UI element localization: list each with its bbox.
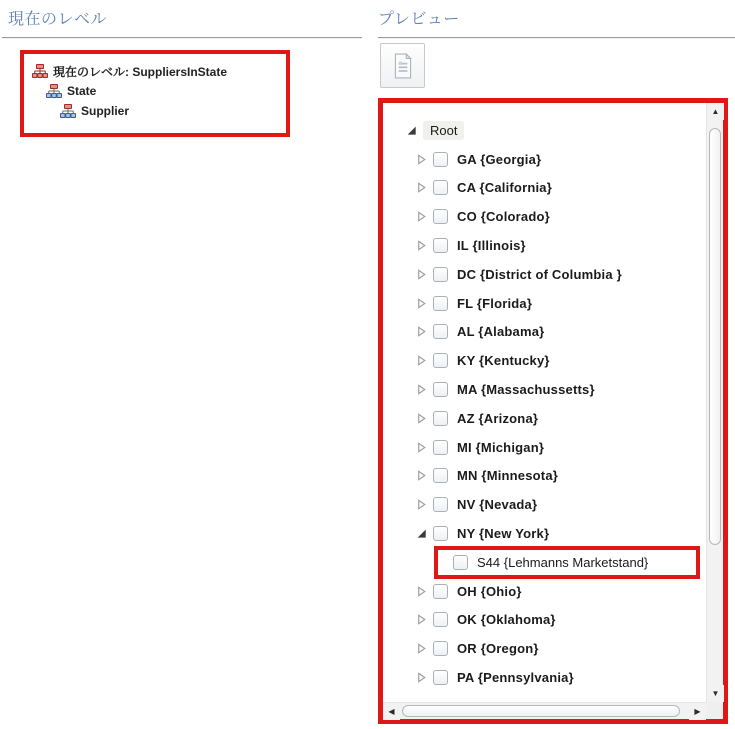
tree-node xyxy=(383,318,706,347)
node-checkbox[interactable] xyxy=(433,209,448,224)
tree-node xyxy=(383,202,706,231)
tree-node xyxy=(383,289,706,318)
node-checkbox[interactable] xyxy=(433,440,448,455)
org-chart-icon-red xyxy=(32,64,48,79)
right-panel-divider xyxy=(378,37,735,38)
node-label[interactable]: DC {District of Columbia } xyxy=(457,266,622,282)
node-checkbox[interactable] xyxy=(433,238,448,253)
node-label[interactable]: KY {Kentucky} xyxy=(457,353,550,369)
collapse-icon[interactable] xyxy=(415,528,427,540)
node-label[interactable]: OH {Ohio} xyxy=(457,583,522,599)
tree-node xyxy=(383,260,706,289)
hierarchy-item-current-level[interactable] xyxy=(32,61,280,81)
tree-node xyxy=(383,346,706,375)
left-panel-title: 現在のレベル xyxy=(8,11,108,28)
node-checkbox[interactable] xyxy=(433,324,448,339)
expand-icon[interactable] xyxy=(415,355,427,367)
tree-node xyxy=(383,462,706,491)
node-checkbox[interactable] xyxy=(433,180,448,195)
tree-node xyxy=(383,231,706,260)
preview-report-button[interactable] xyxy=(380,43,425,88)
node-checkbox[interactable] xyxy=(433,353,448,368)
node-checkbox[interactable] xyxy=(433,584,448,599)
tree-node xyxy=(383,490,706,519)
preview-tree-annotation-box xyxy=(378,98,728,724)
node-label[interactable]: MA {Massachussetts} xyxy=(457,382,595,398)
org-chart-icon-blue xyxy=(46,84,62,99)
node-label[interactable]: CA {California} xyxy=(457,180,552,196)
tree-node xyxy=(383,145,706,174)
horizontal-scrollbar[interactable] xyxy=(383,702,706,719)
expander-spacer xyxy=(435,556,447,568)
node-label[interactable]: AL {Alabama} xyxy=(457,324,545,340)
tree-node xyxy=(383,663,706,692)
scrollbar-corner xyxy=(706,702,723,719)
expand-icon[interactable] xyxy=(415,240,427,252)
expand-icon[interactable] xyxy=(415,441,427,453)
tree-node xyxy=(383,577,706,606)
tree-node xyxy=(383,404,706,433)
vertical-scrollbar-thumb[interactable] xyxy=(709,128,721,545)
scroll-right-button[interactable]: ▶ xyxy=(689,703,706,720)
expand-icon[interactable] xyxy=(415,297,427,309)
expand-icon[interactable] xyxy=(415,672,427,684)
node-label[interactable]: MI {Michigan} xyxy=(457,439,545,455)
node-label[interactable]: NY {New York} xyxy=(457,526,550,542)
hierarchy-item-label: State xyxy=(67,84,97,98)
left-panel-divider xyxy=(2,37,362,38)
node-label[interactable]: IL {Illinois} xyxy=(457,238,526,254)
tree-node xyxy=(383,433,706,462)
expand-icon[interactable] xyxy=(415,470,427,482)
horizontal-scrollbar-thumb[interactable] xyxy=(402,705,680,717)
expand-icon[interactable] xyxy=(415,211,427,223)
scroll-up-button[interactable]: ▲ xyxy=(707,103,724,120)
node-checkbox[interactable] xyxy=(433,152,448,167)
scroll-down-button[interactable]: ▼ xyxy=(707,685,724,702)
node-label[interactable]: Root xyxy=(423,121,464,140)
hierarchy-item-supplier[interactable] xyxy=(32,101,280,121)
node-checkbox[interactable] xyxy=(433,497,448,512)
tree-root-node xyxy=(383,116,706,145)
node-checkbox[interactable] xyxy=(433,382,448,397)
document-icon xyxy=(392,53,414,79)
node-label[interactable]: NV {Nevada} xyxy=(457,497,538,513)
node-label[interactable]: CO {Colorado} xyxy=(457,209,550,225)
node-label[interactable]: S44 {Lehmanns Marketstand} xyxy=(477,554,649,570)
scroll-left-button[interactable]: ◀ xyxy=(383,703,400,720)
node-label[interactable]: AZ {Arizona} xyxy=(457,410,539,426)
node-label[interactable]: FL {Florida} xyxy=(457,295,533,311)
node-checkbox[interactable] xyxy=(433,296,448,311)
tree-rows xyxy=(383,103,706,702)
expand-icon[interactable] xyxy=(415,153,427,165)
expand-icon[interactable] xyxy=(415,499,427,511)
tree-node xyxy=(383,634,706,663)
tree-node xyxy=(383,375,706,404)
tree-node xyxy=(383,519,706,548)
node-label[interactable]: MN {Minnesota} xyxy=(457,468,559,484)
expand-icon[interactable] xyxy=(415,412,427,424)
node-label[interactable]: OR {Oregon} xyxy=(457,641,539,657)
expand-icon[interactable] xyxy=(415,326,427,338)
node-checkbox[interactable] xyxy=(433,612,448,627)
node-checkbox[interactable] xyxy=(433,468,448,483)
preview-tree xyxy=(383,103,723,719)
hierarchy-item-label: Supplier xyxy=(81,104,130,118)
node-label[interactable]: PA {Pennsylvania} xyxy=(457,670,574,686)
hierarchy-item-label: 現在のレベル: SuppliersInState xyxy=(53,64,228,79)
node-checkbox[interactable] xyxy=(433,526,448,541)
expand-icon[interactable] xyxy=(415,614,427,626)
node-checkbox[interactable] xyxy=(433,670,448,685)
expand-icon[interactable] xyxy=(415,643,427,655)
node-label[interactable]: GA {Georgia} xyxy=(457,151,542,167)
hierarchy-item-state[interactable] xyxy=(32,81,280,101)
tree-node xyxy=(383,174,706,203)
node-label[interactable]: OK {Oklahoma} xyxy=(457,612,556,628)
node-checkbox[interactable] xyxy=(433,267,448,282)
collapse-icon[interactable] xyxy=(405,124,417,136)
vertical-scrollbar[interactable] xyxy=(706,103,723,702)
node-checkbox[interactable] xyxy=(433,411,448,426)
tree-node xyxy=(383,606,706,635)
tree-node xyxy=(383,548,706,577)
right-panel-title: プレビュー xyxy=(378,11,460,28)
node-checkbox[interactable] xyxy=(453,555,468,570)
expand-icon[interactable] xyxy=(415,182,427,194)
expand-icon[interactable] xyxy=(415,384,427,396)
expand-icon[interactable] xyxy=(415,268,427,280)
current-level-annotation-box xyxy=(20,50,290,137)
expand-icon[interactable] xyxy=(415,585,427,597)
node-checkbox[interactable] xyxy=(433,641,448,656)
org-chart-icon-blue xyxy=(60,104,76,119)
